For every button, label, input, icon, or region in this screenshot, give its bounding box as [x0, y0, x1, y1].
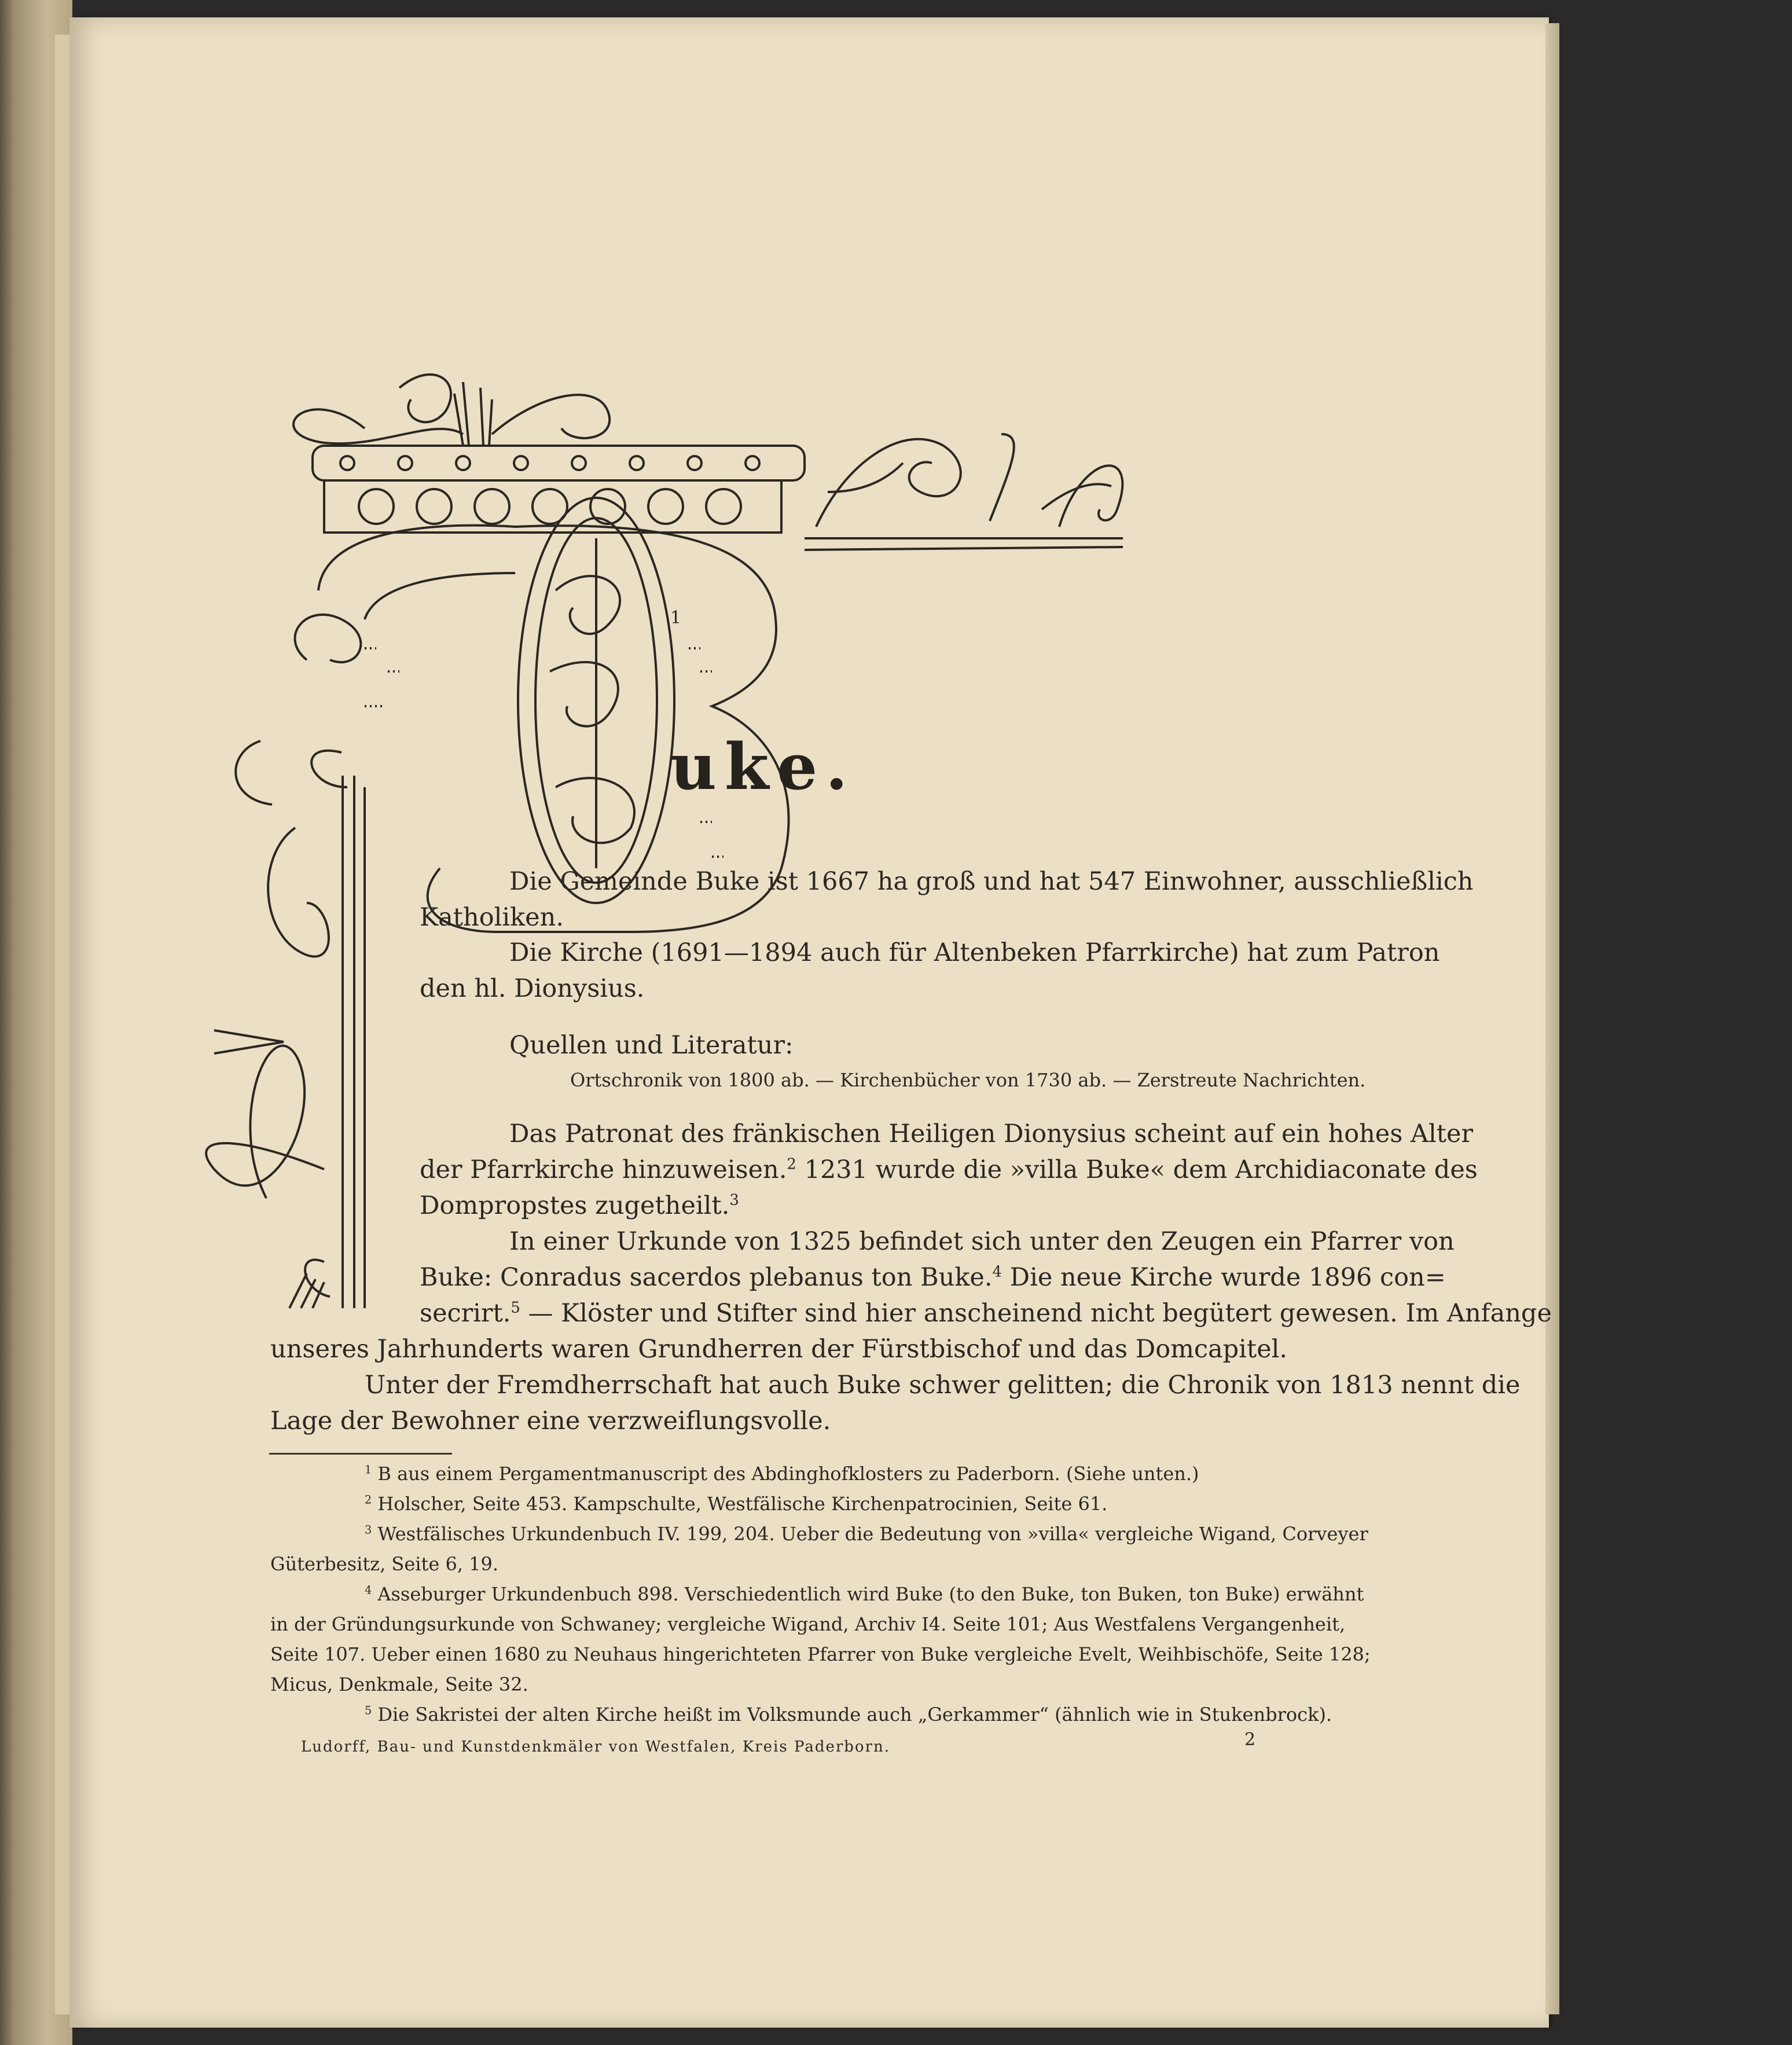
footnote-4-cont-2: Seite 107. Ueber einen 1680 zu Neuhaus hingerichteten Pfarrer von Buke vergleiche Evelt, Weihbischöfe, Seite 128; [270, 1643, 1371, 1665]
paragraph-3-line-3: Dompropstes zugetheilt.$^3$ [420, 1191, 739, 1220]
paragraph-4-line-2: Buke: Conradus sacerdos plebanus ton Buke.$^4$ Die neue Kirche wurde 1896 con= [420, 1263, 1446, 1292]
sources-list: Ortschronik von 1800 ab. — Kirchenbücher von 1730 ab. — Zerstreute Nachrichten. [570, 1069, 1366, 1091]
page-title: uke. [670, 729, 856, 804]
paragraph-5-line-1: Unter der Fremdherrschaft hat auch Buke schwer gelitten; die Chronik von 1813 nennt die [365, 1371, 1521, 1400]
paragraph-5-line-2: Lage der Bewohner eine verzweiflungsvolle. [270, 1407, 831, 1435]
footnote-5: $^5$ Die Sakristei der alten Kirche heißt im Volksmunde auch „Gerkammer“ (ähnlich wie in Stukenbrock). [365, 1703, 1332, 1725]
footnote-3-cont: Güterbesitz, Seite 6, 19. [270, 1553, 499, 1575]
paragraph-4-line-3: secrirt.$^5$ — Klöster und Stifter sind hier anscheinend nicht begütert gewesen. Im Anfange [420, 1299, 1552, 1328]
paragraph-4-line-1: In einer Urkunde von 1325 befindet sich unter den Zeugen ein Pfarrer von [509, 1227, 1455, 1256]
paragraph-1-line-2: Katholiken. [420, 903, 564, 932]
paragraph-3-line-2: der Pfarrkirche hinzuweisen.$^2$ 1231 wurde die »villa Buke« dem Archidiaconate des [420, 1155, 1478, 1184]
footnote-4-cont-1: in der Gründungsurkunde von Schwaney; vergleiche Wigand, Archiv I4. Seite 101; Aus Westfalens Vergangenheit, [270, 1613, 1346, 1635]
footer-citation: Ludorff, Bau- und Kunstdenkmäler von Westfalen, Kreis Paderborn. [301, 1738, 891, 1756]
page-number: 2 [1244, 1730, 1256, 1750]
paragraph-2-line-1: Die Kirche (1691—1894 auch für Altenbeken Pfarrkirche) hat zum Patron [509, 938, 1440, 967]
footnote-4-cont-3: Micus, Denkmale, Seite 32. [270, 1673, 528, 1695]
footnote-rule [269, 1453, 452, 1455]
sources-heading: Quellen und Literatur: [509, 1031, 794, 1060]
footnote-4: $^4$ Asseburger Urkundenbuch 898. Verschiedentlich wird Buke (to den Buke, ton Buken, ton Buke) erwähnt [365, 1583, 1364, 1605]
paragraph-2-line-2: den hl. Dionysius. [420, 974, 645, 1003]
paragraph-4-line-4: unseres Jahrhunderts waren Grundherren der Fürstbischof und das Domcapitel. [270, 1335, 1288, 1364]
initial-note-ref: 1 [670, 608, 682, 628]
paragraph-3-line-1: Das Patronat des fränkischen Heiligen Dionysius scheint auf ein hohes Alter [509, 1119, 1474, 1148]
paragraph-1-line-1: Die Gemeinde Buke ist 1667 ha groß und hat 547 Einwohner, ausschließlich [509, 867, 1474, 896]
footnote-2: $^2$ Holscher, Seite 453. Kampschulte, Westfälische Kirchenpatrocinien, Seite 61. [365, 1493, 1108, 1515]
footnote-1: $^1$ B aus einem Pergamentmanuscript des Abdinghofklosters zu Paderborn. (Siehe unten.) [365, 1463, 1199, 1485]
footnote-3: $^3$ Westfälisches Urkundenbuch IV. 199, 204. Ueber die Bedeutung von »villa« vergleiche Wigand, Corveyer [365, 1523, 1368, 1545]
page-fore-edge [1545, 23, 1559, 2014]
